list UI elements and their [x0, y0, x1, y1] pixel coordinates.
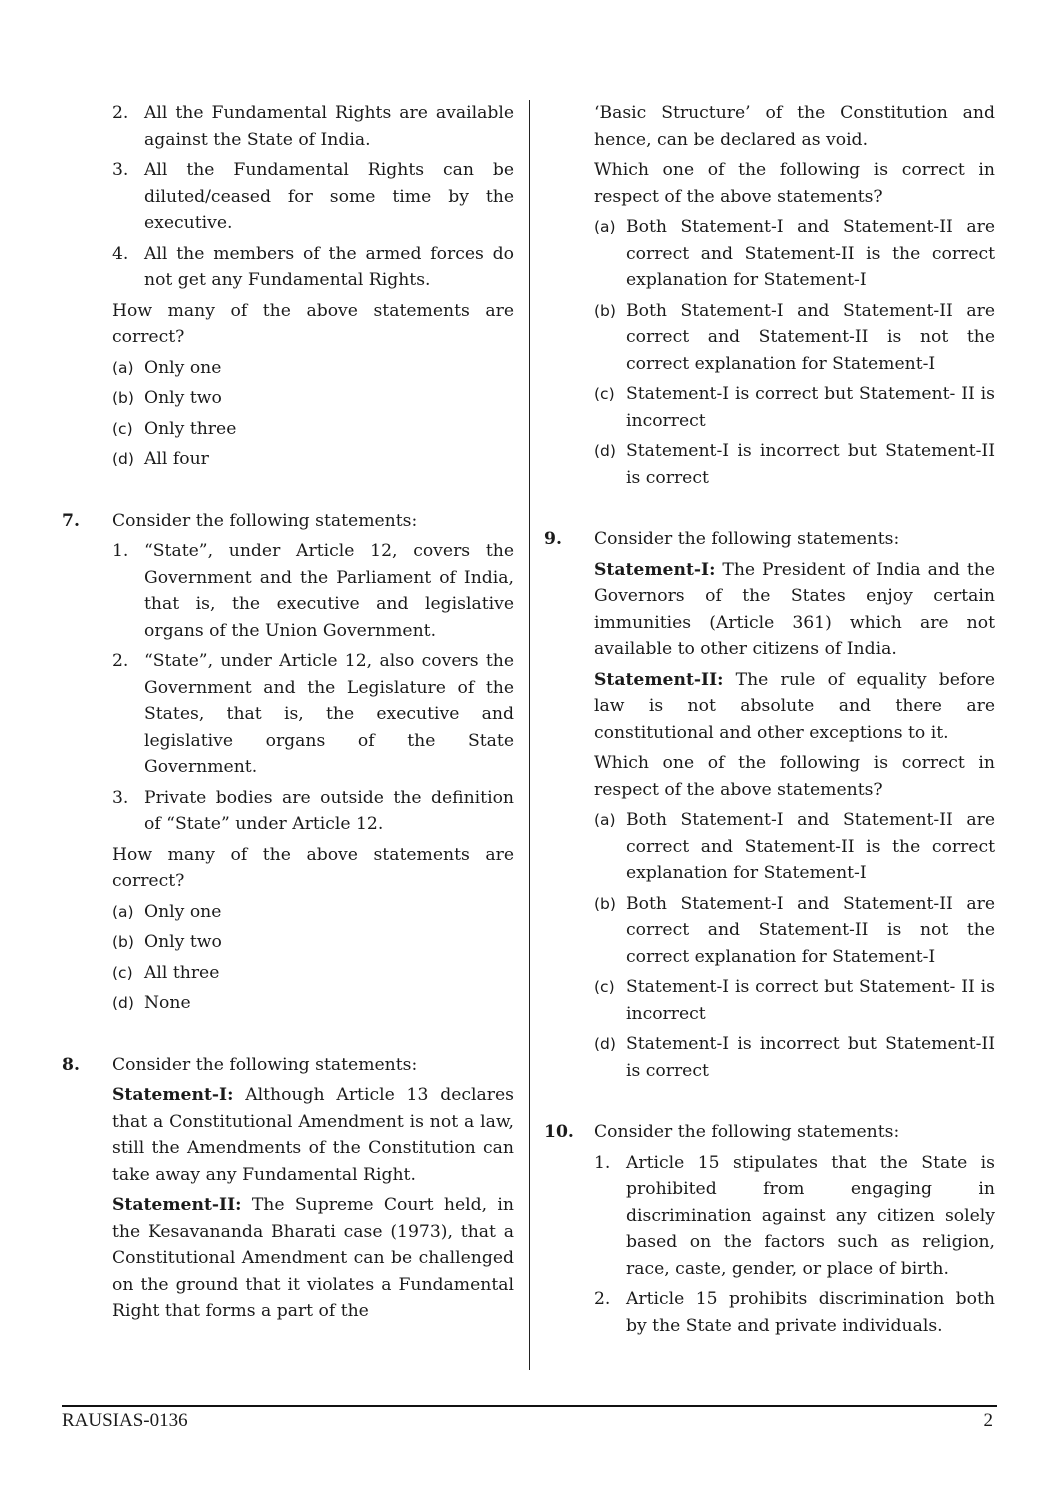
question-prompt: Which one of the following is correct in respect of the above statements?: [594, 160, 995, 207]
statement-item: 2. All the Fundamental Rights are available against the State of India.: [112, 103, 514, 150]
answer-option: (d) None: [112, 993, 191, 1013]
answer-option: (c) Statement-I is correct but Statement- II is incorrect: [594, 977, 995, 1024]
answer-option: (b) Both Statement-I and Statement-II are correct and Statement-II is not the correct explanation for Statement-I: [594, 300, 995, 374]
statement-item: 2. “State”, under Article 12, also covers the Government and the Legislature of the States, that is, the executive and legislative organs of the State Government.: [112, 651, 514, 777]
footer-page-number: 2: [983, 1410, 993, 1431]
question-number: 9.: [544, 529, 562, 549]
statement-item: 4. All the members of the armed forces do not get any Fundamental Rights.: [112, 243, 514, 290]
question-prompt: Which one of the following is correct in respect of the above statements?: [594, 753, 995, 800]
statement-1: Statement-I: Although Article 13 declares that a Constitutional Amendment is not a law, still the Amendments of the Constitution can take away any Fundamental Right.: [112, 1085, 514, 1185]
question-number: 7.: [62, 510, 80, 531]
footer-rule: [62, 1405, 997, 1407]
statement-1: Statement-I: The President of India and the Governors of the States enjoy certain immunities (Article 361) which are not available to other citizens of India.: [594, 559, 995, 659]
statement-2-continuation: ‘Basic Structure’ of the Constitution and hence, can be declared as void.: [594, 103, 995, 150]
question-number: 10.: [544, 1122, 574, 1142]
statement-2: Statement-II: The rule of equality before law is not absolute and there are constitutional and other exceptions to it.: [594, 669, 995, 743]
answer-option: (c) Statement-I is correct but Statement- II is incorrect: [594, 384, 995, 431]
question-number: 8.: [62, 1054, 80, 1075]
question-9: [544, 526, 995, 1084]
statement-item: 1. “State”, under Article 12, covers the Government and the Parliament of India, that is, the executive and legislative organs of the Union Government.: [112, 541, 514, 641]
question-prompt: How many of the above statements are correct?: [112, 844, 514, 891]
right-column: [544, 100, 995, 1343]
answer-option: (a) Both Statement-I and Statement-II are correct and Statement-II is the correct explanation for Statement-I: [594, 810, 995, 883]
left-column: [62, 100, 514, 1329]
answer-option: (d) All four: [112, 449, 209, 469]
footer-document-code: RAUSIAS-0136: [62, 1410, 188, 1431]
statement-2: Statement-II: The Supreme Court held, in the Kesavananda Bharati case (1973), that a Constitutional Amendment can be challenged on the ground that it violates a Fundamental Right that forms a part of the: [112, 1195, 514, 1321]
statement-item: 3. Private bodies are outside the definition of “State” under Article 12.: [112, 787, 514, 834]
statement-item: 3. All the Fundamental Rights can be diluted/ceased for some time by the executive.: [112, 160, 514, 233]
answer-option: (b) Only two: [112, 388, 222, 408]
column-divider: [529, 100, 530, 1370]
question-7: [62, 508, 514, 1017]
question-prompt: How many of the above statements are correct?: [112, 300, 514, 347]
statement-item: 2. Article 15 prohibits discrimination both by the State and private individuals.: [594, 1289, 995, 1336]
statement-item: 1. Article 15 stipulates that the State is prohibited from engaging in discrimination against any citizen solely based on the factors such as religion, race, caste, gender, or place of birth.: [594, 1152, 995, 1279]
question-stem: Consider the following statements:: [594, 529, 900, 549]
question-stem: Consider the following statements:: [594, 1122, 900, 1142]
question-6-continuation: [62, 100, 514, 473]
answer-option: (a) Both Statement-I and Statement-II are correct and Statement-II is the correct explanation for Statement-I: [594, 217, 995, 290]
answer-option: (a) Only one: [112, 901, 222, 922]
question-8: [62, 1052, 514, 1325]
answer-option: (b) Only two: [112, 932, 222, 952]
answer-option: (b) Both Statement-I and Statement-II are correct and Statement-II is not the correct explanation for Statement-I: [594, 893, 995, 967]
answer-option: (d) Statement-I is incorrect but Statement-II is correct: [594, 1034, 995, 1081]
question-stem: Consider the following statements:: [112, 1054, 418, 1075]
answer-option: (c) Only three: [112, 418, 237, 439]
answer-option: (a) Only one: [112, 357, 222, 378]
answer-option: (c) All three: [112, 962, 220, 983]
question-10: [544, 1119, 995, 1339]
question-stem: Consider the following statements:: [112, 510, 418, 531]
answer-option: (d) Statement-I is incorrect but Statement-II is correct: [594, 441, 995, 488]
question-8-continuation: [544, 100, 995, 491]
